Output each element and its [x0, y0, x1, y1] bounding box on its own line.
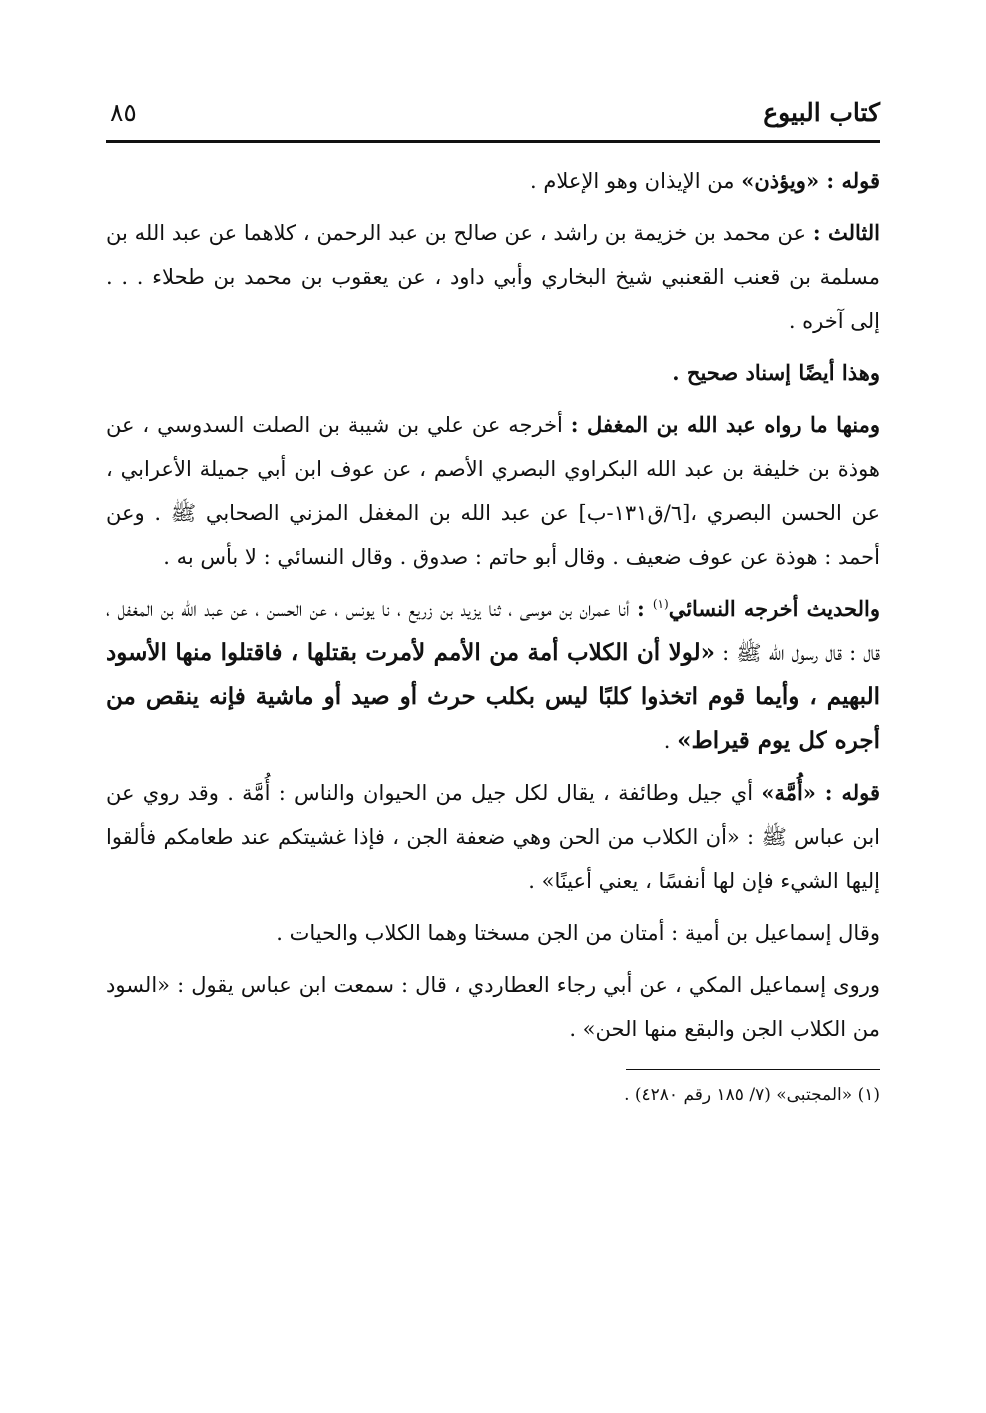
paragraph-2: الثالث : عن محمد بن خزيمة بن راشد ، عن صالح بن عبد الرحمن ، كلاهما عن عبد الله بن مسلمة بن قعنب القعنبي شيخ البخاري وأبي داود ، عن يعقوب بن محمد بن طحلاء . . . إلى آخره .	[106, 220, 880, 333]
book-title: كتاب البيوع	[763, 98, 880, 127]
footnote-divider	[626, 1069, 880, 1070]
paragraph-7: وقال إسماعيل بن أمية : أمتان من الجن مسختا وهما الكلاب والحيات .	[276, 921, 880, 945]
page	[106, 88, 880, 1110]
paragraph-6: قوله : «أُمَّة» أي جيل وطائفة ، يقال لكل جيل من الحيوان والناس : أُمَّة . وقد روي عن ابن عباس ﷺ : «أن الكلاب من الحن وهي ضعفة الجن ، فإذا غشيتكم عند طعامكم فألقوا إليها الشيء فإن لها أنفسًا ، يعني أعينًا» .	[106, 780, 880, 893]
paragraph-4: ومنها ما رواه عبد الله بن المغفل : أخرجه عن علي بن شيبة بن الصلت السدوسي ، عن هوذة بن خليفة بن عبد الله البكراوي البصري الأصم ، عن عوف ابن أبي جميلة الأعرابي ، عن الحسن البصري ،[٦/ق١٣١-ب] عن عبد الله بن المغفل المزني الصحابي ﷺ . وعن أحمد : هوذة عن عوف ضعيف . وقال أبو حاتم : صدوق . وقال النسائي : لا بأس به .	[106, 412, 881, 569]
paragraph-8: وروى إسماعيل المكي ، عن أبي رجاء العطاردي ، قال : سمعت ابن عباس يقول : «السود من الكلاب الجن والبقع منها الحن» .	[106, 973, 880, 1041]
footnote-ref[interactable]: (١)	[652, 597, 669, 611]
paragraph-1: قوله : «ويؤذن» من الإيذان وهو الإعلام .	[530, 168, 880, 193]
hadith-text: «لولا أن الكلاب أمة من الأمم لأمرت بقتلها ، فاقتلوا منها الأسود البهيم ، وأيما قوم اتخذوا كلبًا ليس بكلب حرث أو صيد أو ماشية فإنه ينقص من أجره كل يوم قيراط»	[106, 639, 880, 754]
paragraph-3: وهذا أيضًا إسناد صحيح .	[672, 360, 880, 385]
paragraph-5: والحديث أخرجه النسائي$^{(١)}$ : أنا عمران بن موسى ، ثنا يزيد بن زريع ، نا يونس ، عن الحسن ، عن عبد الله بن المغفل ، قال : قال رسول الله ﷺ : «لولا أن الكلاب أمة من الأمم لأمرت بقتلها ، فاقتلوا منها الأسود البهيم ، وأيما قوم اتخذوا كلبًا ليس بكلب حرث أو صيد أو ماشية فإنه ينقص من أجره كل يوم قيراط» .	[106, 596, 880, 754]
main-text	[106, 159, 880, 1051]
running-header	[106, 88, 880, 143]
page-number: ٨٥	[110, 98, 137, 127]
footnote: (١) «المجتبى» (٧/ ١٨٥ رقم ٤٢٨٠) .	[624, 1085, 880, 1105]
